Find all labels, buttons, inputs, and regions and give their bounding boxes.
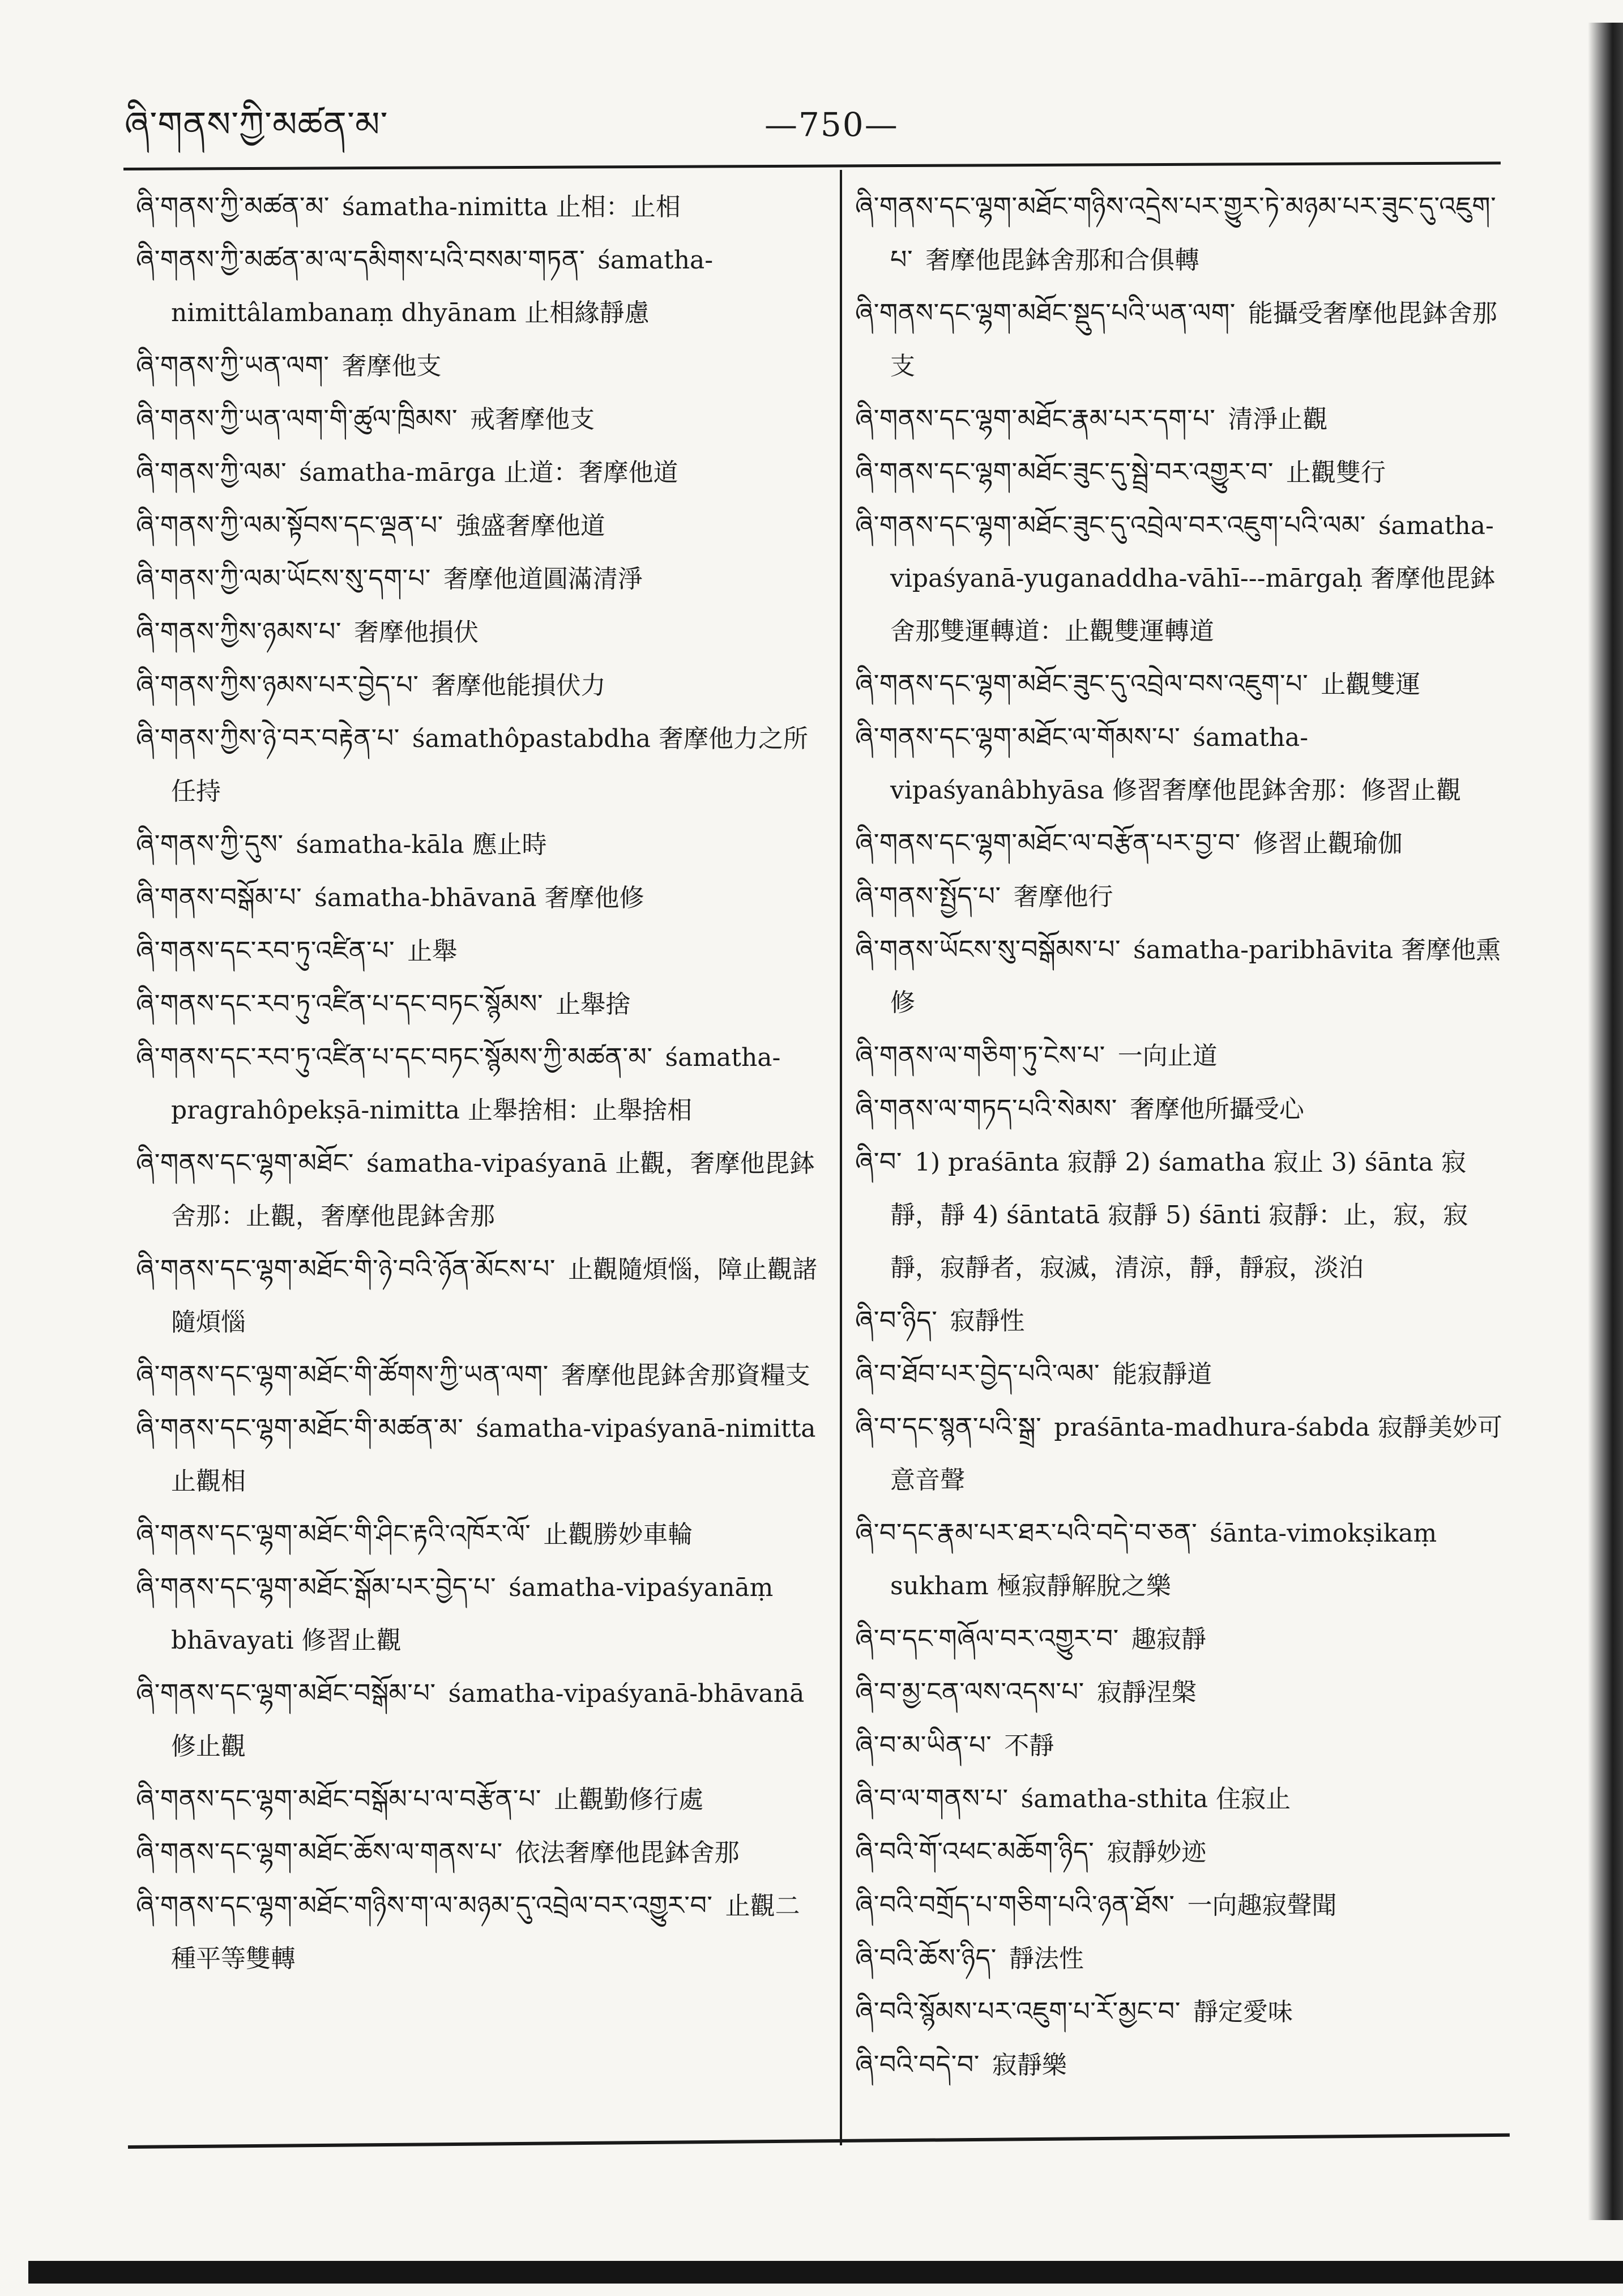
entry-gloss: śamatha-vipaśyanāṃ bhāvayati 修習止觀: [171, 1573, 774, 1655]
entry-headword: ཞི་བ་དང་རྣམ་པར་ཐར་པའི་བདེ་བ་ཅན་: [855, 1517, 1198, 1548]
entry-gloss: 1) praśānta 寂靜 2) śamatha 寂止 3) śānta 寂靜，靜 4) śāntatā 寂靜 5) śānti 寂靜：止，寂，寂靜，寂靜者，寂滅，清涼，靜，靜寂，淡泊: [890, 1148, 1468, 1282]
entry-gloss: praśānta-madhura-śabda 寂靜美妙可意音聲: [890, 1413, 1502, 1495]
entry-headword: ཞི་བ་ཉིད་: [855, 1305, 938, 1335]
entry-gloss: śamatha-nimittâlambanaṃ dhyānam 止相緣靜慮: [171, 246, 714, 327]
entry-headword: ཞི་གནས་དང་ལྷག་མཐོང་རྣམ་པར་དག་པ་: [855, 403, 1216, 434]
entry-gloss: śamatha-vipaśyanâbhyāsa 修習奢摩他毘鉢舍那：修習止觀: [890, 723, 1461, 805]
entry-gloss: 寂靜妙迹: [1107, 1838, 1207, 1867]
dictionary-entry: [855, 1879, 1512, 1932]
dictionary-entry: [136, 1348, 821, 1402]
dictionary-entry: [136, 605, 821, 659]
dictionary-entry: [855, 1029, 1512, 1082]
entry-headword: ཞི་གནས་དང་ལྷག་མཐོང་ཟུང་དུ་འབྲེལ་བར་འཇུག་པའི་ལམ་: [855, 510, 1366, 540]
scan-edge-shadow: [1588, 23, 1623, 2220]
dictionary-entry: [136, 552, 821, 605]
entry-gloss: 清淨止觀: [1228, 405, 1328, 434]
entry-gloss: śamatha-paribhāvita 奢摩他熏修: [890, 936, 1501, 1017]
page-number: —750—: [764, 105, 899, 144]
entry-gloss: śamatha-vipaśyanā-yuganaddha-vāhī---mārgaḥ 奢摩他毘鉢舍那雙運轉道：止觀雙運轉道: [890, 511, 1496, 646]
dictionary-entry: [855, 658, 1512, 711]
entry-headword: ཞི་གནས་ཀྱི་མཚན་མ་: [136, 191, 330, 221]
dictionary-entry: [855, 499, 1512, 658]
entry-headword: ཞི་གནས་དང་རབ་ཏུ་འཛིན་པ་དང་བཏང་སྙོམས་ཀྱི་མཚན་མ་: [136, 1042, 653, 1072]
dictionary-entry: [855, 1772, 1512, 1825]
entry-headword: ཞི་གནས་དང་རབ་ཏུ་འཛིན་པ་: [136, 935, 395, 966]
entry-gloss: śamatha-kāla 應止時: [296, 830, 547, 859]
entry-gloss: 寂靜性: [950, 1307, 1025, 1335]
dictionary-entry: [855, 817, 1512, 870]
right-column: [855, 180, 1512, 2140]
entry-gloss: 能攝受奢摩他毘鉢舍那支: [890, 299, 1497, 381]
dictionary-entry: [136, 871, 821, 924]
entry-headword: ཞི་གནས་ཀྱིས་ཉམས་པར་བྱེད་པ་: [136, 669, 419, 700]
entry-headword: ཞི་གནས་དང་རབ་ཏུ་འཛིན་པ་དང་བཏང་སྙོམས་: [136, 988, 544, 1019]
entry-headword: ཞི་བ་ཐོབ་པར་བྱེད་པའི་ལམ་: [855, 1358, 1100, 1389]
entry-headword: ཞི་གནས་དང་ལྷག་མཐོང་གི་མཚན་མ་: [136, 1412, 464, 1443]
entry-headword: ཞི་གནས་དང་ལྷག་མཐོང་གི་ཉེ་བའི་ཉོན་མོངས་པ་: [136, 1253, 556, 1284]
entry-gloss: śamatha-vipaśyanā-bhāvanā 修止觀: [171, 1679, 805, 1761]
entry-gloss: 止舉: [407, 937, 458, 966]
dictionary-entry: [136, 1879, 821, 1985]
dictionary-entry: [136, 392, 821, 446]
entry-headword: ཞི་གནས་ཀྱི་དུས་: [136, 829, 284, 859]
entry-gloss: 奢摩他支: [341, 352, 442, 381]
dictionary-entry: [855, 287, 1512, 392]
entry-gloss: 止觀勤修行處: [554, 1785, 703, 1814]
entry-gloss: śamatha-vipaśyanā 止觀，奢摩他毘鉢舍那：止觀，奢摩他毘鉢舍那: [171, 1149, 815, 1231]
entry-headword: ཞི་གནས་དང་ལྷག་མཐོང་ཆོས་ལ་གནས་པ་: [136, 1837, 503, 1867]
entry-gloss: śamatha-pragrahôpekṣā-nimitta 止舉捨相：止舉捨相: [171, 1043, 781, 1125]
entry-gloss: 止觀勝妙車輪: [543, 1520, 693, 1549]
entry-gloss: 依法奢摩他毘鉢舍那: [515, 1838, 740, 1867]
entry-gloss: 止觀二種平等雙轉: [171, 1892, 800, 1973]
entry-headword: ཞི་གནས་ཀྱིས་ཉམས་པ་: [136, 616, 341, 647]
entry-headword: ཞི་གནས་དང་ལྷག་མཐོང་སྡུད་པའི་ཡན་ལག་: [855, 297, 1236, 328]
entry-headword: ཞི་བའི་བདེ་བ་: [855, 2049, 980, 2080]
entry-gloss: 靜法性: [1009, 1944, 1084, 1973]
entry-gloss: 戒奢摩他支: [470, 405, 595, 434]
dictionary-entry: [855, 1401, 1512, 1507]
entry-gloss: 靜定愛味: [1193, 1998, 1293, 2026]
entry-headword: ཞི་བའི་སྙོམས་པར་འཇུག་པ་རོ་མྱང་བ་: [855, 1996, 1181, 2026]
dictionary-entry: [136, 818, 821, 871]
page-header: [125, 102, 1495, 153]
dictionary-entry: [136, 499, 821, 552]
entry-headword: ཞི་བ་དང་སྙན་པའི་སྒྲ་: [855, 1411, 1042, 1442]
entry-headword: ཞི་གནས་ཀྱི་མཚན་མ་ལ་དམིགས་པའི་བསམ་གཏན་: [136, 244, 586, 275]
entry-headword: ཞི་གནས་དང་ལྷག་མཐོང་ལ་བརྩོན་པར་བྱ་བ་: [855, 827, 1241, 858]
entry-gloss: 奢摩他毘鉢舍那資糧支: [561, 1361, 810, 1390]
entry-headword: ཞི་བ་དང་གཞོལ་བར་འགྱུར་བ་: [855, 1623, 1119, 1654]
dictionary-entry: [136, 1031, 821, 1137]
entry-headword: ཞི་གནས་དང་ལྷག་མཐོང་: [136, 1147, 354, 1178]
dictionary-entry: [855, 1825, 1512, 1879]
dictionary-entry: [855, 1507, 1512, 1612]
entry-headword: ཞི་བ་: [855, 1146, 903, 1177]
dictionary-entry: [136, 233, 821, 339]
dictionary-entry: [855, 392, 1512, 446]
dictionary-entry: [855, 1612, 1512, 1666]
entry-gloss: 寂靜涅槃: [1096, 1678, 1197, 1707]
dictionary-entry: [136, 924, 821, 978]
entry-headword: ཞི་བའི་ཆོས་ཉིད་: [855, 1943, 997, 1973]
entry-headword: ཞི་གནས་ཀྱི་ལམ་ཡོངས་སུ་དག་པ་: [136, 563, 431, 594]
entry-headword: ཞི་གནས་ལ་གཅིག་ཏུ་ངེས་པ་: [855, 1040, 1105, 1070]
entry-headword: ཞི་གནས་སྤྱོད་པ་: [855, 881, 1001, 911]
entry-headword: ཞི་གནས་དང་ལྷག་མཐོང་ཟུང་དུ་སྦྲེ་བར་འགྱུར་བ་: [855, 456, 1274, 487]
entry-gloss: 能寂靜道: [1112, 1360, 1212, 1389]
entry-gloss: 止觀雙行: [1285, 458, 1386, 487]
column-divider: [840, 170, 842, 2145]
dictionary-entry: [136, 1402, 821, 1508]
entry-headword: ཞི་བའི་གོ་འཕང་མཆོག་ཉིད་: [855, 1836, 1095, 1867]
entry-gloss: śamatha-bhāvanā 奢摩他修: [314, 884, 644, 912]
dictionary-entry: [855, 923, 1512, 1029]
entry-gloss: 趣寂靜: [1131, 1625, 1206, 1654]
entry-gloss: 奢摩他毘鉢舍那和合俱轉: [925, 246, 1200, 275]
entry-headword: ཞི་གནས་ལ་གཏད་པའི་སེམས་: [855, 1093, 1117, 1124]
dictionary-entry: [136, 1137, 821, 1243]
dictionary-entry: [855, 1082, 1512, 1136]
dictionary-entry: [136, 659, 821, 712]
dictionary-entry: [136, 1667, 821, 1773]
header-rule: [123, 161, 1501, 170]
dictionary-entry: [136, 978, 821, 1031]
dictionary-entry: [855, 1666, 1512, 1719]
entry-headword: ཞི་བ་མྱ་ངན་ལས་འདས་པ་: [855, 1676, 1084, 1707]
dictionary-entry: [136, 1826, 821, 1879]
entry-gloss: 奢摩他損伏: [354, 618, 479, 647]
dictionary-entry: [136, 180, 821, 233]
entry-headword: ཞི་གནས་བསྒོམ་པ་: [136, 882, 302, 912]
entry-gloss: 止觀雙運: [1321, 670, 1421, 699]
entry-headword: ཞི་གནས་ཀྱི་ལམ་སྟོབས་དང་ལྡན་པ་: [136, 510, 443, 540]
running-head: ཞི་གནས་ཀྱི་མཚན་མ་: [125, 104, 388, 145]
scan-bottom-edge: [28, 2261, 1623, 2284]
entry-headword: ཞི་གནས་དང་ལྷག་མཐོང་ལ་གོམས་པ་: [855, 722, 1181, 752]
entry-headword: ཞི་གནས་ཀྱི་ལམ་: [136, 456, 287, 487]
dictionary-entry: [855, 1985, 1512, 2038]
entry-gloss: śamatha-vipaśyanā-nimitta 止觀相: [171, 1414, 816, 1496]
entry-gloss: 奢摩他行: [1013, 882, 1113, 911]
entry-headword: ཞི་གནས་ཡོངས་སུ་བསྒོམས་པ་: [855, 934, 1121, 965]
entry-gloss: śamatha-nimitta 止相：止相: [342, 193, 681, 221]
dictionary-entry: [855, 1294, 1512, 1347]
entry-headword: ཞི་གནས་དང་ལྷག་མཐོང་བསྒོམ་པ་ལ་བརྩོན་པ་: [136, 1783, 541, 1814]
entry-gloss: 強盛奢摩他道: [455, 511, 605, 540]
entry-gloss: śamatha-mārga 止道：奢摩他道: [299, 458, 678, 487]
entry-gloss: 寂靜樂: [992, 2051, 1067, 2080]
entry-gloss: śānta-vimokṣikaṃ sukham 極寂靜解脫之樂: [890, 1519, 1437, 1601]
dictionary-entry: [855, 1347, 1512, 1401]
dictionary-entry: [136, 339, 821, 392]
entry-headword: ཞི་གནས་དང་ལྷག་མཐོང་གི་ཤིང་རྟའི་འཁོར་ལོ་: [136, 1518, 531, 1549]
dictionary-entry: [855, 711, 1512, 817]
entry-gloss: 修習止觀瑜伽: [1253, 829, 1403, 858]
entry-gloss: 奢摩他所攝受心: [1129, 1095, 1304, 1124]
entry-gloss: 奢摩他道圓滿清淨: [443, 565, 643, 594]
entry-headword: ཞི་གནས་དང་ལྷག་མཐོང་སྒོམ་པར་བྱེད་པ་: [136, 1572, 497, 1602]
entry-headword: ཞི་བ་མ་ཡིན་པ་: [855, 1730, 992, 1760]
entry-headword: ཞི་གནས་དང་ལྷག་མཐོང་བསྒོམ་པ་: [136, 1678, 436, 1708]
entry-gloss: 止舉捨: [556, 990, 631, 1019]
dictionary-entry: [136, 712, 821, 818]
entry-headword: ཞི་གནས་ཀྱི་ཡན་ལག་གི་ཚུལ་ཁྲིམས་: [136, 403, 458, 434]
dictionary-entry: [855, 870, 1512, 923]
dictionary-entry: [136, 446, 821, 499]
entry-gloss: śamathôpastabdha 奢摩他力之所任持: [171, 724, 808, 806]
entry-headword: ཞི་གནས་དང་ལྷག་མཐོང་ཟུང་དུ་འབྲེལ་བས་འཇུག་པ་: [855, 668, 1309, 699]
dictionary-entry: [136, 1773, 821, 1826]
entry-gloss: 一向止道: [1117, 1042, 1218, 1070]
dictionary-entry: [136, 1508, 821, 1561]
dictionary-entry: [855, 1932, 1512, 1985]
entry-gloss: 不靜: [1004, 1731, 1054, 1760]
dictionary-entry: [855, 446, 1512, 499]
dictionary-entry: [855, 180, 1512, 287]
dictionary-entry: [136, 1243, 821, 1348]
entry-gloss: 奢摩他能損伏力: [431, 671, 606, 700]
entry-gloss: śamatha-sthita 住寂止: [1020, 1785, 1291, 1813]
entry-headword: ཞི་གནས་དང་ལྷག་མཐོང་གི་ཚོགས་ཀྱི་ཡན་ལག་: [136, 1359, 549, 1390]
dictionary-entry: [855, 1136, 1512, 1294]
dictionary-entry: [136, 1561, 821, 1667]
entry-gloss: 止觀隨煩惱，障止觀諸隨煩惱: [171, 1255, 818, 1337]
entry-headword: ཞི་གནས་དང་ལྷག་མཐོང་གཉིས་འདྲེས་པར་གྱུར་ཏེ་མཉམ་པར་ཟུང་དུ་འཇུག་པ་: [855, 191, 1497, 275]
left-column: [136, 180, 821, 2140]
dictionary-entry: [855, 2038, 1512, 2092]
entry-headword: ཞི་གནས་ཀྱི་ཡན་ལག་: [136, 350, 330, 381]
entry-gloss: 一向趣寂聲聞: [1187, 1891, 1337, 1920]
dictionary-entry: [855, 1719, 1512, 1772]
entry-headword: ཞི་བ་ལ་གནས་པ་: [855, 1783, 1009, 1813]
entry-headword: ཞི་བའི་བགྲོད་པ་གཅིག་པའི་ཉན་ཐོས་: [855, 1889, 1175, 1920]
entry-headword: ཞི་གནས་ཀྱིས་ཉེ་བར་བརྟེན་པ་: [136, 723, 400, 753]
entry-headword: ཞི་གནས་དང་ལྷག་མཐོང་གཉིས་ག་ལ་མཉམ་དུ་འབྲེལ་བར་འགྱུར་བ་: [136, 1890, 713, 1921]
